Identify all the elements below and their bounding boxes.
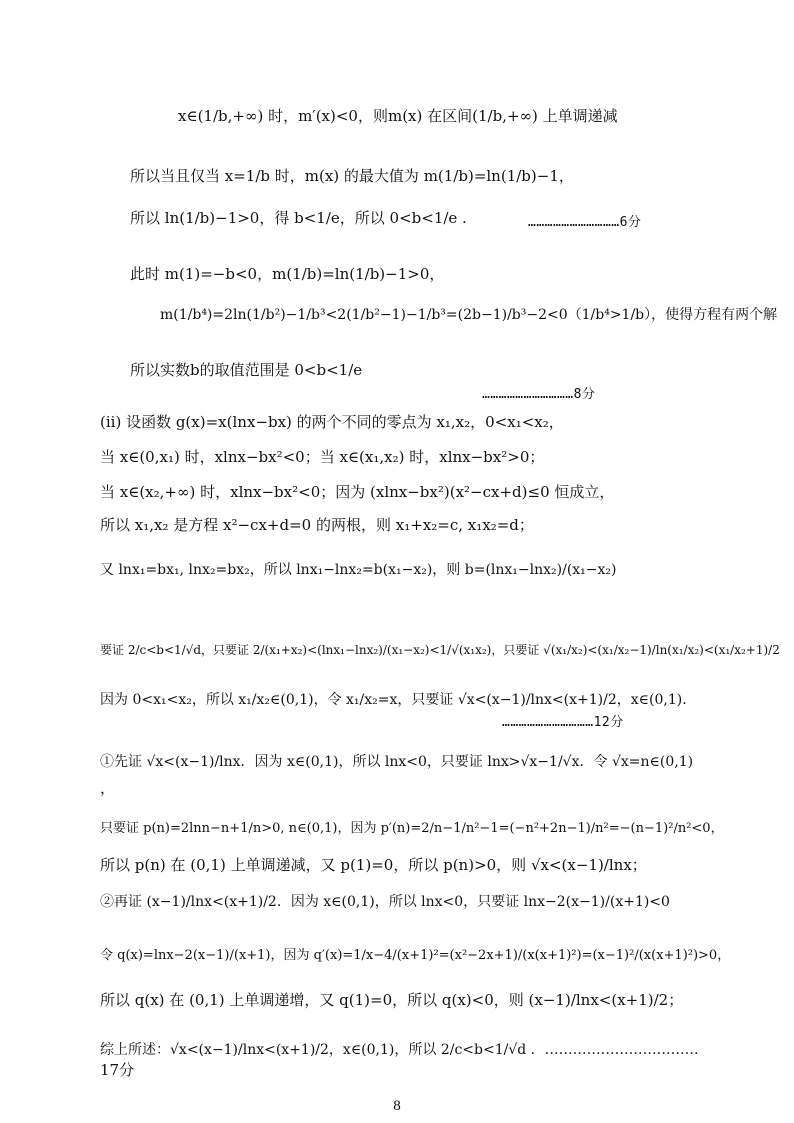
text-line-11: 又 lnx₁=bx₁, lnx₂=bx₂，所以 lnx₁−lnx₂=b(x₁−x₂)，则 b=(lnx₁−lnx₂)/(x₁−x₂)	[100, 562, 617, 578]
text-line-15: 只要证 p(n)=2lnn−n+1/n>0, n∈(0,1)，因为 p′(n)=2/n−1/n²−1=(−n²+2n−1)/n²=−(n−1)²/n²<0，	[100, 821, 724, 836]
text-line-18: 令 q(x)=lnx−2(x−1)/(x+1)，因为 q′(x)=1/x−4/(x+1)²=(x²−2x+1)/(x(x+1)²)=(x−1)²/(x(x+1)²)>0，	[100, 948, 731, 963]
text-line-4: 此时 m(1)=−b<0，m(1/b)=ln(1/b)−1>0，	[130, 265, 445, 283]
score-marker-6: ……………………………6分	[528, 215, 642, 230]
text-line-9: 当 x∈(x₂,+∞) 时，xlnx−bx²<0；因为 (xlnx−bx²)(x²−cx+d)≤0 恒成立，	[100, 483, 615, 501]
text-line-3: 所以 ln(1/b)−1>0，得 b<1/e，所以 0<b<1/e .	[130, 209, 467, 227]
text-line-1: x∈(1/b,+∞) 时，m′(x)<0，则m(x) 在区间(1/b,+∞) 上单调递减	[178, 107, 618, 125]
text-line-16: 所以 p(n) 在 (0,1) 上单调递减，又 p(1)=0，所以 p(n)>0，则 √x<(x−1)/lnx；	[100, 856, 647, 874]
text-line-8: 当 x∈(0,x₁) 时，xlnx−bx²<0；当 x∈(x₁,x₂) 时，xlnx−bx²>0；	[100, 448, 545, 466]
score-marker-12: ……………………………12分	[502, 715, 624, 730]
text-line-21: 17分	[100, 1061, 135, 1079]
text-line-13: 因为 0<x₁<x₂，所以 x₁/x₂∈(0,1)，令 x₁/x₂=x，只要证 √x<(x−1)/lnx<(x+1)/2，x∈(0,1).	[100, 692, 687, 708]
text-line-14b: ，	[100, 779, 116, 797]
text-line-12: 要证 2/c<b<1/√d，只要证 2/(x₁+x₂)<(lnx₁−lnx₂)/(x₁−x₂)<1/√(x₁x₂)，只要证 √(x₁/x₂)<(x₁/x₂−1)/ln(x₁/x₂)<(x₁/x₂+1)/2	[100, 643, 780, 657]
text-line-7: (ii) 设函数 g(x)=x(lnx−bx) 的两个不同的零点为 x₁,x₂，0<x₁<x₂，	[100, 413, 564, 431]
text-line-14: ①先证 √x<(x−1)/lnx．因为 x∈(0,1)，所以 lnx<0，只要证 lnx>√x−1/√x．令 √x=n∈(0,1)	[100, 754, 694, 770]
text-line-10: 所以 x₁,x₂ 是方程 x²−cx+d=0 的两根，则 x₁+x₂=c, x₁x₂=d；	[100, 516, 534, 534]
text-line-2: 所以当且仅当 x=1/b 时，m(x) 的最大值为 m(1/b)=ln(1/b)−1，	[130, 167, 574, 185]
text-line-17: ②再证 (x−1)/lnx<(x+1)/2．因为 x∈(0,1)，所以 lnx<0，只要证 lnx−2(x−1)/(x+1)<0	[100, 894, 670, 910]
text-line-19: 所以 q(x) 在 (0,1) 上单调递增，又 q(1)=0，所以 q(x)<0，则 (x−1)/lnx<(x+1)/2；	[100, 991, 684, 1009]
text-line-6: 所以实数b的取值范围是 0<b<1/e	[130, 361, 363, 379]
text-line-5: m(1/b⁴)=2ln(1/b²)−1/b³<2(1/b²−1)−1/b³=(2b−1)/b³−2<0（1/b⁴>1/b），使得方程有两个解	[160, 307, 778, 323]
text-line-20: 综上所述：√x<(x−1)/lnx<(x+1)/2，x∈(0,1)，所以 2/c<b<1/√d ．……………………………	[100, 1042, 699, 1058]
page-number: 8	[393, 1098, 401, 1114]
score-marker-8: ……………………………8分	[482, 387, 596, 402]
